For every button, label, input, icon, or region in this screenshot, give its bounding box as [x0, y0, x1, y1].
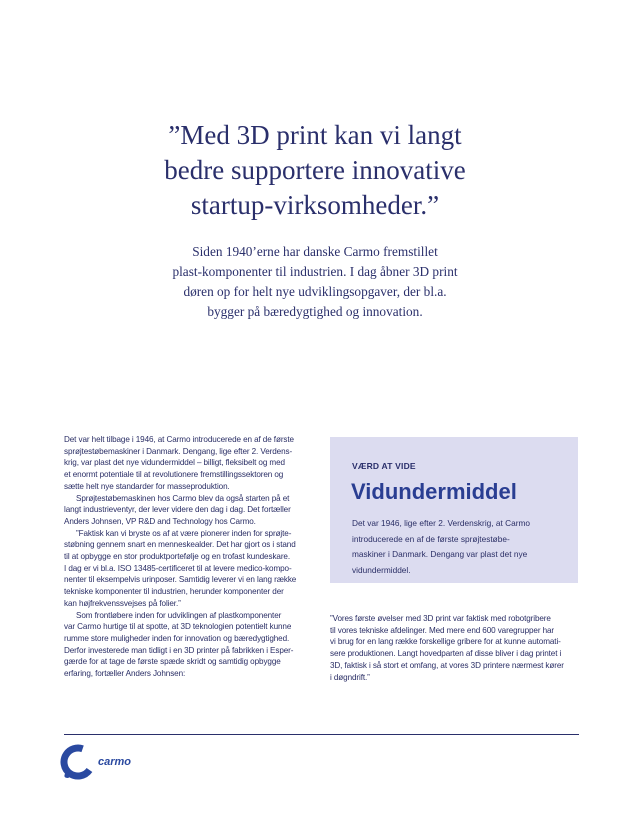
- fact-box-kicker: VÆRD AT VIDE: [352, 461, 416, 471]
- headline-line: startup-virksomheder.”: [190, 190, 440, 220]
- body-line: tekniske komponenter til industrien, herunder komponenter der: [64, 587, 284, 597]
- body-line: til at opbygge en stor produktportefølje og en trofast kundeskare.: [64, 552, 291, 562]
- footer-divider: [64, 734, 579, 735]
- fact-line: introducerede en af de første sprøjtestøbe-: [352, 533, 510, 544]
- body-line: var Carmo hurtige til at spotte, at 3D teknologien potentielt kunne: [64, 622, 292, 632]
- headline-line: ”Med 3D print kan vi langt: [168, 120, 462, 150]
- quote-line: 3D, faktisk i så stort et omfang, at vores 3D printere nærmest kører: [330, 660, 564, 670]
- body-line: Som frontløbere inden for udviklingen af plastkomponenter: [76, 610, 282, 620]
- body-line: langt industrieventyr, der lever videre den dag i dag. Det fortæller: [64, 505, 291, 515]
- quote-line: i døgndrift.”: [330, 672, 370, 682]
- headline-line: bedre supportere innovative: [164, 155, 466, 185]
- body-line: erfaring, fortæller Anders Johnsen:: [64, 669, 186, 679]
- quote-line: ”Vores første øvelser med 3D print var faktisk med robotgribere: [330, 614, 551, 623]
- fact-line: Det var 1946, lige efter 2. Verdenskrig, at Carmo: [352, 518, 531, 528]
- headline-quote: [0, 118, 630, 223]
- body-line: Sprøjtestøbemaskinen hos Carmo blev da også starten på et: [76, 493, 290, 503]
- fact-line: vidundermiddel.: [352, 564, 411, 575]
- quote-line: sere produktionen. Langt hovedparten af disse bliver i dag printet i: [330, 649, 562, 659]
- body-line: nenter til eksempelvis urinposer. Samtidig leverer vi en lang række: [64, 575, 297, 585]
- fact-line: maskiner i Danmark. Dengang var plast det nye: [352, 549, 528, 560]
- intro-line: Siden 1940’erne har danske Carmo fremstillet: [192, 244, 438, 259]
- body-line: rumme store muligheder inden for innovation og bæredygtighed.: [64, 633, 290, 643]
- carmo-logo-icon: [60, 742, 100, 782]
- body-line: gærde for at tage de første spæde skridt og samtidig opbygge: [64, 657, 281, 667]
- body-line: sætte helt nye standarder for masseproduktion.: [64, 481, 230, 491]
- carmo-logo-text: carmo: [98, 756, 132, 768]
- carmo-logo: [60, 742, 180, 782]
- body-line: Anders Johnsen, VP R&D and Technology hos Carmo.: [64, 516, 256, 526]
- body-text-column: [64, 434, 318, 680]
- fact-box: [330, 437, 578, 583]
- body-line: et enormt potentiale til at revolutionere fremstillingssektoren og: [64, 470, 284, 480]
- quote-text-column: [330, 613, 580, 683]
- body-line: I dag er vi bl.a. ISO 13485-certificeret til at levere medico-kompo-: [64, 563, 292, 573]
- body-line: Derfor investerede man tidligt i en 3D printer på fabrikken i Esper-: [64, 645, 294, 655]
- quote-line: til vores tekniske afdelinger. Med mere end 600 varegrupper har: [330, 625, 555, 635]
- body-line: Det var helt tilbage i 1946, at Carmo introducerede en af de første: [64, 435, 294, 444]
- quote-line: vi brug for en lang række forskellige gribere for at kunne automati-: [330, 637, 561, 647]
- intro-line: bygger på bæredygtighed og innovation.: [207, 304, 423, 319]
- body-line: krig, var plast det nye vidundermiddel – billigt, fleksibelt og med: [64, 458, 285, 468]
- body-line: ”Faktisk kan vi bryste os af at være pionerer inden for sprøjte-: [76, 528, 292, 538]
- fact-box-title: Vidundermiddel: [351, 479, 517, 504]
- intro-line: døren op for helt nye udviklingsopgaver, der bl.a.: [183, 284, 447, 299]
- intro-line: plast-komponenter til industrien. I dag åbner 3D print: [172, 264, 458, 279]
- body-line: kan højfrekvenssvejses på folier.”: [64, 598, 181, 608]
- fact-box-text: [352, 516, 567, 578]
- intro-paragraph: [0, 242, 630, 322]
- body-line: støbning gennem snart en menneskealder. Det har gjort os i stand: [64, 540, 296, 550]
- body-line: sprøjtestøbemaskiner i Danmark. Dengang, lige efter 2. Verdens-: [64, 446, 293, 456]
